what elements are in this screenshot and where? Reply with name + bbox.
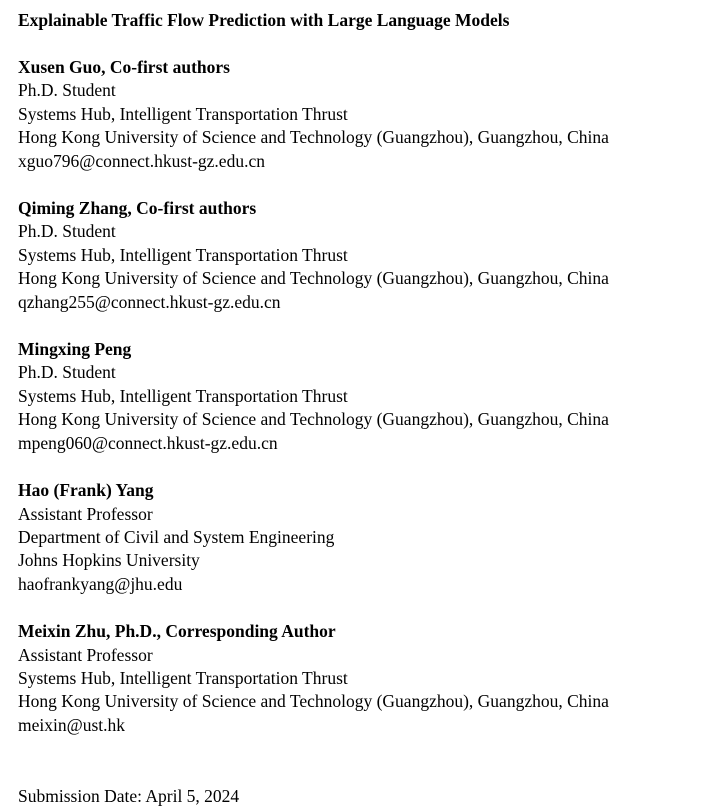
author-unit: Department of Civil and System Engineering (18, 526, 335, 547)
author-name: Xusen Guo, Co-first authors (18, 57, 230, 77)
author-email: qzhang255@connect.hkust-gz.edu.cn (18, 291, 281, 312)
author-email: xguo796@connect.hkust-gz.edu.cn (18, 150, 265, 171)
author-affiliation: Hong Kong University of Science and Technology (Guangzhou), Guangzhou, China (18, 691, 609, 712)
author-name: Mingxing Peng (18, 339, 132, 360)
author-email: mpeng060@connect.hkust-gz.edu.cn (18, 432, 278, 453)
author-position: Ph.D. Student (18, 362, 116, 383)
author-unit: Systems Hub, Intelligent Transportation Thrust (18, 103, 348, 124)
author-email: meixin@ust.hk (18, 714, 126, 735)
author-name: Qiming Zhang, Co-first authors (18, 198, 257, 219)
author-block (18, 197, 708, 314)
author-block (18, 620, 708, 737)
author-name: Hao (Frank) Yang (18, 480, 154, 501)
paper-title: Explainable Traffic Flow Prediction with Large Language Models (18, 10, 510, 30)
author-unit: Systems Hub, Intelligent Transportation Thrust (18, 667, 348, 688)
submission-date: Submission Date: April 5, 2024 (18, 786, 240, 806)
author-position: Assistant Professor (18, 503, 153, 524)
author-position: Ph.D. Student (18, 221, 116, 242)
author-unit: Systems Hub, Intelligent Transportation Thrust (18, 244, 348, 265)
title-page (18, 8, 708, 737)
author-position: Ph.D. Student (18, 80, 116, 101)
author-affiliation: Johns Hopkins University (18, 550, 200, 571)
author-affiliation: Hong Kong University of Science and Technology (Guangzhou), Guangzhou, China (18, 127, 609, 148)
author-block (18, 479, 708, 596)
author-affiliation: Hong Kong University of Science and Technology (Guangzhou), Guangzhou, China (18, 409, 609, 430)
author-position: Assistant Professor (18, 644, 153, 665)
author-email: haofrankyang@jhu.edu (18, 573, 183, 594)
author-block (18, 56, 708, 173)
author-name: Meixin Zhu, Ph.D., Corresponding Author (18, 621, 336, 642)
author-affiliation: Hong Kong University of Science and Technology (Guangzhou), Guangzhou, China (18, 268, 609, 289)
author-unit: Systems Hub, Intelligent Transportation Thrust (18, 385, 348, 406)
author-block (18, 338, 708, 455)
